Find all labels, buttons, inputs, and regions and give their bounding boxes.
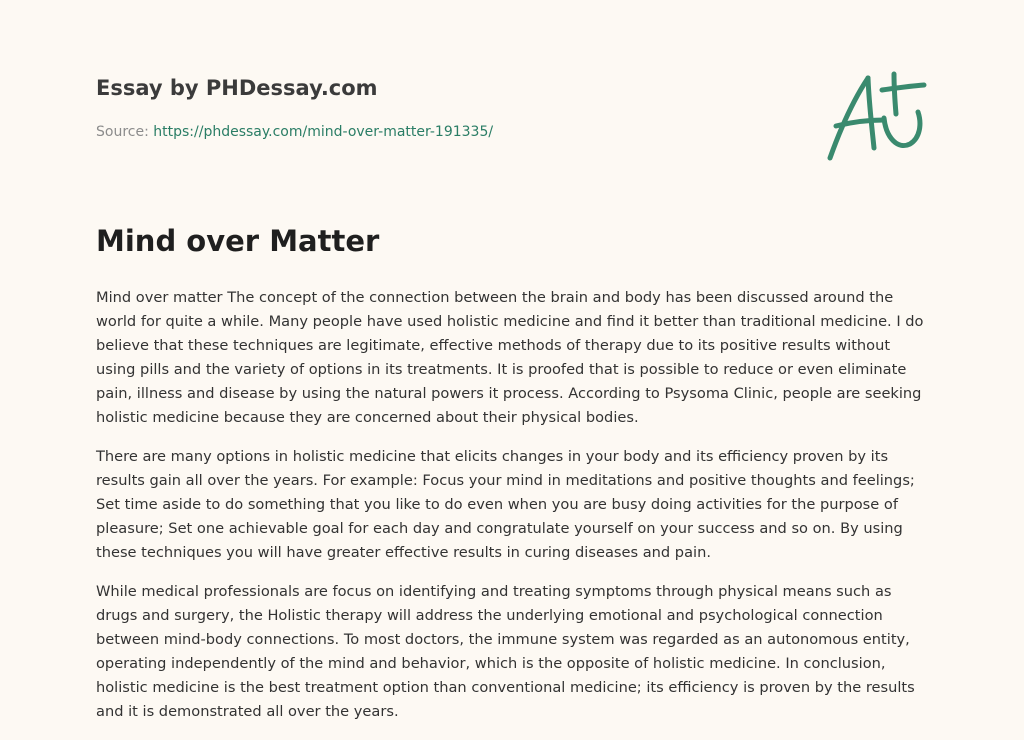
source-line bbox=[96, 124, 493, 140]
essay-body bbox=[96, 286, 930, 739]
site-brand: Essay by PHDessay.com bbox=[96, 76, 378, 100]
source-label: Source: bbox=[96, 124, 149, 140]
essay-paragraph: While medical professionals are focus on identifying and treating symptoms through physical means such as drugs and surgery, the Holistic therapy will address the underlying emotional and psychological connection between mind-body connections. To most doctors, the immune system was regarded as an autonomous entity, operating independently of the mind and behavior, which is the opposite of holistic medicine. In conclusion, holistic medicine is the best treatment option than conventional medicine; its efficiency is proven by the results and it is demonstrated all over the years. bbox=[96, 583, 915, 720]
a-plus-grade-icon bbox=[822, 68, 932, 164]
essay-paragraph: Mind over matter The concept of the connection between the brain and body has been discussed around the world for quite a while. Many people have used holistic medicine and find it better than traditional medicine. I do believe that these techniques are legitimate, effective methods of therapy due to its positive results without using pills and the variety of options in its treatments. It is proofed that is possible to reduce or even eliminate pain, illness and disease by using the natural powers it process. According to Psysoma Clinic, people are seeking holistic medicine because they are concerned about their physical bodies. bbox=[96, 289, 924, 426]
essay-title: Mind over Matter bbox=[96, 224, 380, 258]
source-link[interactable]: https://phdessay.com/mind-over-matter-191335/ bbox=[153, 124, 494, 140]
essay-paragraph: There are many options in holistic medicine that elicits changes in your body and its efficiency proven by its results gain all over the years. For example: Focus your mind in meditations and positive thoughts and feelings; Set time aside to do something that you like to do even when you are busy doing activities for the purpose of pleasure; Set one achievable goal for each day and congratulate yourself on your success and so on. By using these techniques you will have greater effective results in curing diseases and pain. bbox=[96, 448, 915, 561]
